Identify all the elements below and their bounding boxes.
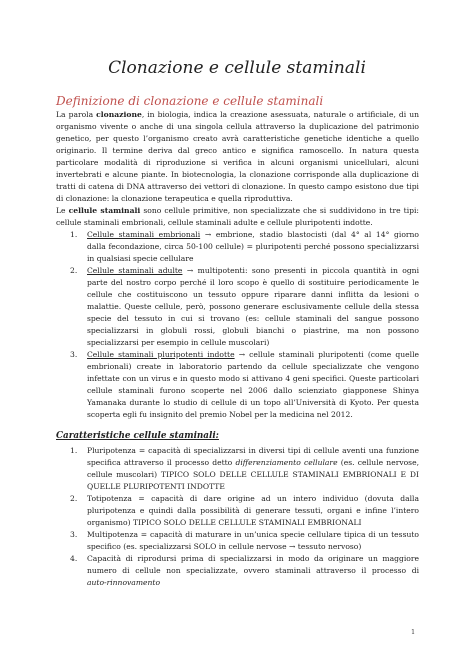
paragraph-line: invertebrati e alcune piante. In biotecnologia, la clonazione corrisponde alla duplicazione di <box>56 170 419 179</box>
page-title: Clonazione e cellule staminali <box>108 58 366 78</box>
list-item-line: specifica attraverso il processo detto differenziamento cellulare (es. cellule nervose, <box>87 458 419 467</box>
list-item-line: Cellule staminali adulte → multipotenti: sono presenti in piccola quantità in ogni <box>87 266 420 275</box>
paragraph-line: tratti di catena di DNA attraverso dei vettori di clonazione. In questo campo esistono due tipi <box>56 182 419 191</box>
list-item-line: cellule muscolari) TIPICO SOLO DELLE CELLULE STAMINALI EMBRIONALI E DI <box>87 470 419 479</box>
paragraph-line: originario. Il termine deriva dal greco antico e significa ramoscello. In natura questa <box>56 146 419 155</box>
paragraph-line: cellule staminali embrionali, cellule staminali adulte e cellule pluripotenti indotte. <box>56 218 373 227</box>
section-heading-characteristics: Caratteristiche cellule staminali: <box>56 431 219 441</box>
paragraph-line: particolare modalità di riproduzione si verifica in alcuni organismi unicellulari, alcuni <box>56 158 419 167</box>
page-number: 1 <box>411 628 416 636</box>
list-item-line: dalla fecondazione, circa 50-100 cellule) = pluripotenti perché possono specializzarsi <box>87 242 419 251</box>
list-number: 4. <box>70 554 78 563</box>
paragraph-line: organismo vivente o anche di una singola cellula attraverso la duplicazione del patrimonio <box>56 122 419 131</box>
list-item-line: scoperta egli fu insignito del premio Nobel per la medicina nel 2012. <box>87 410 353 419</box>
list-item-line: embrionali) create in laboratorio partendo da cellule specializzate che vengono <box>87 362 419 371</box>
list-item-line: specializzarsi per esempio in cellule muscolari) <box>87 338 270 347</box>
paragraph-line: genetico, per questo l’organismo creato avrà caratteristiche genetiche identiche a quello <box>56 134 419 143</box>
list-item-line: specie del tessuto in cui si trovano (es: cellule staminali del sangue possono <box>87 314 419 323</box>
list-item-line: infettate con un virus e in questo modo si attivano 4 geni specifici. Queste particolari <box>87 374 419 383</box>
paragraph-line: Le cellule staminali sono cellule primitive, non specializzate che si suddividono in tre tipi: <box>56 206 419 215</box>
list-item-line: cellule staminali furono scoperte nel 2006 dallo scienziato giapponese Shinya <box>87 386 419 395</box>
paragraph-line: La parola clonazione, in biologia, indica la creazione asessuata, naturale o artificiale, di un <box>56 110 419 119</box>
list-item-line: numero di cellule non specializzate, ovvero staminali attraverso il processo di <box>87 566 419 575</box>
paragraph-line: di clonazione: la clonazione terapeutica e quella riproduttiva. <box>56 194 293 203</box>
list-item-line: Cellule staminali embrionali → embrione, stadio blastocisti (dal 4° al 14° giorno <box>87 230 419 239</box>
list-item-line: in qualsiasi specie cellulare <box>87 254 194 263</box>
list-item-line: Multipotenza = capacità di maturare in un’unica specie cellulare tipica di un tessuto <box>87 530 419 539</box>
list-item-line: Totipotenza = capacità di dare origine ad un intero individuo (dovuta dalla <box>87 494 419 503</box>
list-number: 2. <box>70 494 78 503</box>
list-item-line: Capacità di riprodursi prima di specializzarsi in modo da originare un maggiore <box>87 554 419 563</box>
list-item-line: organismo) TIPICO SOLO DELLE CELLULE STAMINALI EMBRIONALI <box>87 518 362 527</box>
list-item-line: auto-rinnovamento <box>87 578 161 587</box>
list-number: 3. <box>70 530 78 539</box>
list-number: 3. <box>70 350 78 359</box>
list-item-line: parte del nostro corpo perché il loro scopo è quello di sostituire periodicamente le <box>87 278 419 287</box>
list-item-line: specializzarsi in globuli rossi, globuli bianchi o piastrine, ma non possono <box>87 326 419 335</box>
list-item-line: cellule che costituiscono un tessuto oppure riparare danni inflitta da lesioni o <box>87 290 419 299</box>
list-item-line: Cellule staminali pluripotenti indotte → cellule staminali pluripotenti (come quelle <box>87 350 419 359</box>
list-item-line: malattie. Queste cellule, però, possono generare esclusivamente cellule della stessa <box>87 302 419 311</box>
list-number: 1. <box>70 230 78 239</box>
section-heading-definition: Definizione di clonazione e cellule staminali <box>56 94 324 108</box>
list-item-line: Yamanaka durante lo studio di cellule di un topo all’Università di Kyoto. Per questa <box>87 398 419 407</box>
list-number: 2. <box>70 266 78 275</box>
list-item-line: QUELLE PLURIPOTENTI INDOTTE <box>87 482 225 491</box>
list-item-line: pluripotenza e quindi dalla possibilità di generare tessuti, organi e infine l’intero <box>87 506 419 515</box>
list-number: 1. <box>70 446 78 455</box>
list-item-line: specifico (es. specializzarsi SOLO in cellule nervose → tessuto nervoso) <box>87 542 362 551</box>
list-item-line: Pluripotenza = capacità di specializzarsi in diversi tipi di cellule aventi una funzione <box>87 446 419 455</box>
